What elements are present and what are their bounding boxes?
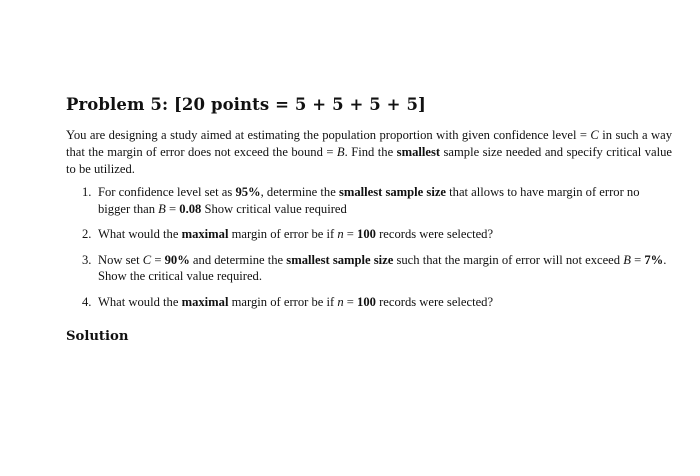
part-text: such that the margin of error will not exceed bbox=[393, 252, 624, 267]
part-text: Show critical value required bbox=[201, 201, 347, 216]
part-text: records were selected? bbox=[375, 227, 494, 241]
problem-part-2 bbox=[66, 226, 672, 243]
problem-heading: Problem 5: [20 points = 5 + 5 + 5 + 5] bbox=[66, 95, 426, 114]
part-math-var: n bbox=[337, 294, 344, 309]
problem-part-3 bbox=[66, 252, 672, 285]
part-bold-text: maximal bbox=[181, 294, 229, 309]
part-bold-text: 90% bbox=[164, 252, 190, 267]
problem-part-1 bbox=[66, 184, 672, 217]
part-number: 3. bbox=[82, 252, 92, 267]
part-text: and determine the bbox=[189, 252, 287, 267]
part-text: , determine the bbox=[260, 185, 339, 199]
part-bold-text: 100 bbox=[357, 227, 376, 241]
part-math-var: n bbox=[337, 227, 344, 241]
part-bold-text: 95% bbox=[235, 185, 261, 199]
part-bold-text: maximal bbox=[181, 227, 229, 241]
part-number: 1. bbox=[82, 185, 92, 199]
part-bold-text: 100 bbox=[357, 294, 376, 309]
solution-label: Solution bbox=[66, 329, 129, 344]
problem-part-4 bbox=[66, 294, 672, 311]
part-text: Now set bbox=[98, 252, 143, 267]
intro-text-3: . Find the bbox=[344, 145, 397, 159]
intro-text-1: You are designing a study aimed at estimating the population proportion with given confidence level = bbox=[66, 128, 591, 142]
problem-page bbox=[66, 95, 672, 346]
part-text: margin of error be if bbox=[228, 227, 338, 241]
part-text: What would the bbox=[98, 227, 182, 241]
intro-bold-smallest: smallest bbox=[396, 145, 441, 159]
intro-text-4: sample size needed and specify critical value to be utilized. bbox=[66, 145, 673, 176]
part-text: . Show the critical value required. bbox=[98, 252, 667, 283]
part-text: = bbox=[343, 294, 358, 309]
part-math-var: B bbox=[158, 201, 166, 216]
part-bold-text: 7% bbox=[644, 252, 664, 267]
part-bold-text: smallest sample size bbox=[338, 185, 446, 199]
problem-parts-list bbox=[66, 184, 672, 310]
part-text: For confidence level set as bbox=[98, 185, 236, 199]
part-text: records were selected? bbox=[375, 294, 494, 309]
part-bold-text: 0.08 bbox=[179, 201, 202, 216]
part-text: What would the bbox=[98, 294, 182, 309]
part-number: 4. bbox=[82, 294, 92, 309]
part-text: margin of error be if bbox=[228, 294, 338, 309]
intro-text-2: in such a way that the margin of error does not exceed the bound = bbox=[66, 128, 672, 159]
part-number: 2. bbox=[82, 227, 92, 241]
problem-intro bbox=[66, 127, 672, 178]
intro-var-c: C bbox=[590, 128, 599, 142]
part-text: = bbox=[165, 201, 180, 216]
part-text: = bbox=[343, 227, 358, 241]
part-math-var: C bbox=[142, 252, 152, 267]
intro-var-b: B bbox=[336, 145, 345, 159]
part-text: = bbox=[151, 252, 165, 267]
part-bold-text: smallest sample size bbox=[286, 252, 394, 267]
part-math-var: B bbox=[623, 252, 631, 267]
part-text: = bbox=[630, 252, 645, 267]
part-text: that allows to have margin of error no bigger than bbox=[98, 185, 640, 216]
